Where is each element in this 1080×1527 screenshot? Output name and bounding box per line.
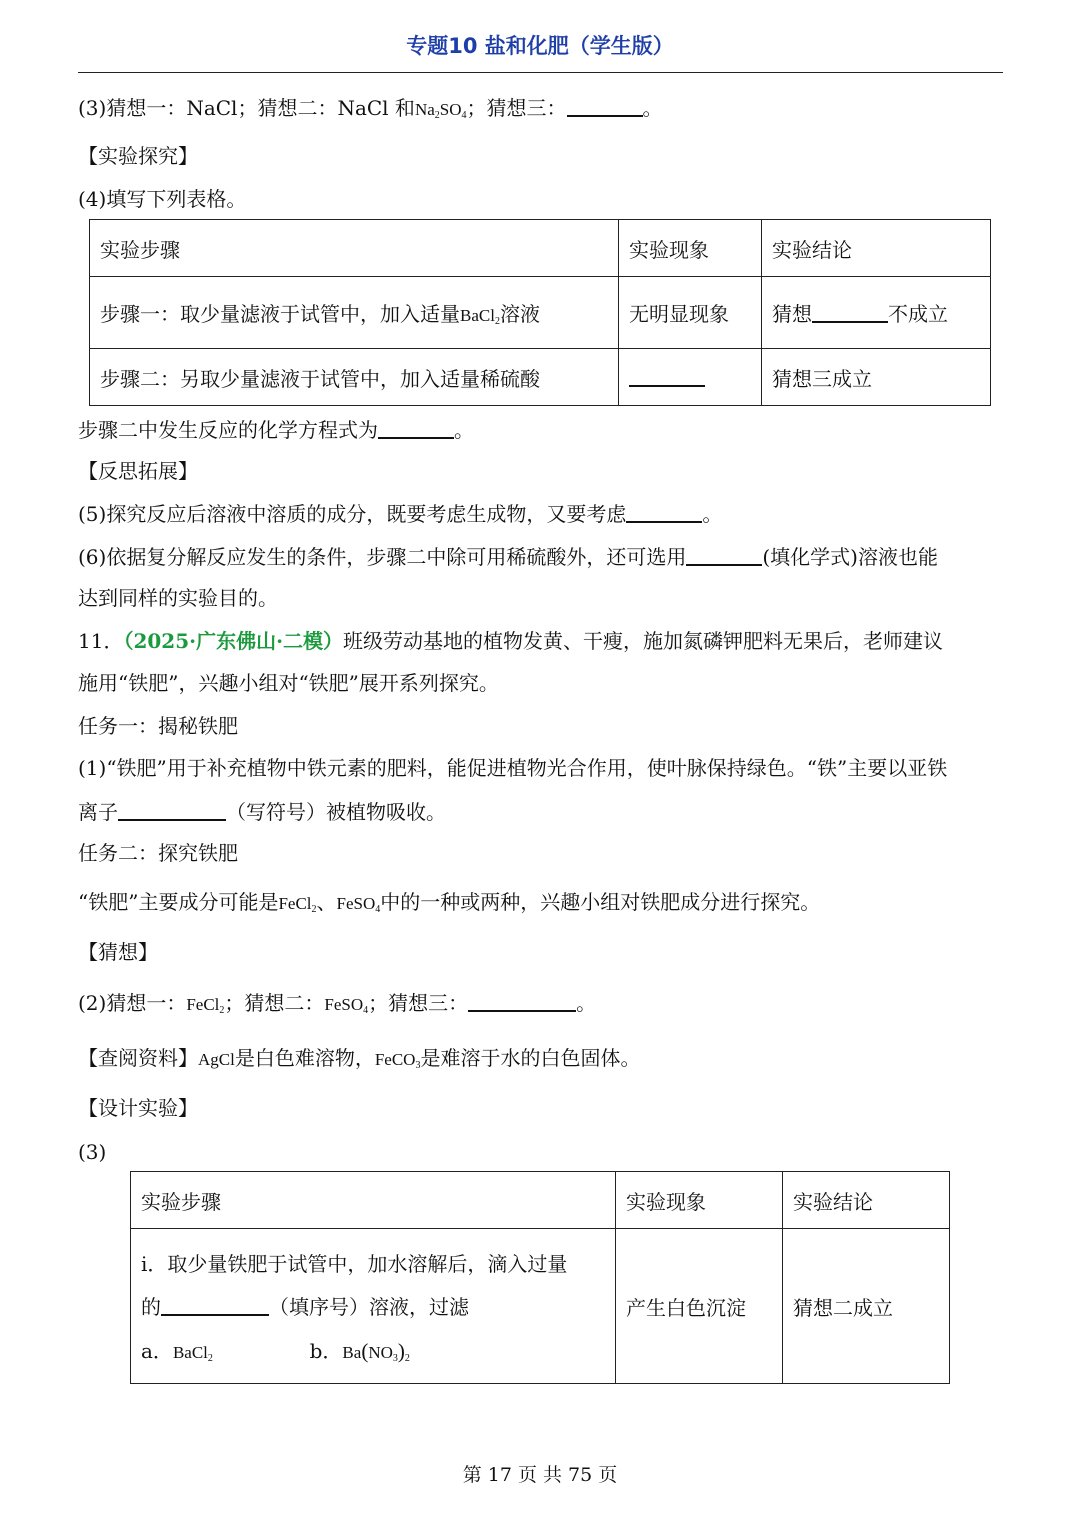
- feso4-formula: FeSO$_4$: [336, 894, 381, 915]
- table2-row1-conclusion: 猜想二成立: [783, 1229, 950, 1384]
- section-design: 【设计实验】: [78, 1096, 198, 1120]
- q10-part4: (4)填写下列表格。: [78, 187, 247, 211]
- q11-composition-intro: “铁肥”主要成分可能是FeCl$_2$、FeSO$_4$中的一种或两种，兴趣小组对铁肥成分进行探究。: [78, 890, 821, 915]
- table1-row1-conclusion: 猜想 不成立: [762, 277, 991, 349]
- q10-part6: (6)依据复分解反应发生的条件，步骤二中除可用稀硫酸外，还可选用 (填化学式)溶液也能: [78, 545, 938, 569]
- table2-row1-phenomenon: 产生白色沉淀: [616, 1229, 783, 1384]
- q11-source: （2025·广东佛山·二模）: [123, 629, 344, 653]
- part3-prefix: (3)猜想一：NaCl；猜想二：NaCl 和: [78, 96, 415, 120]
- answer-blank-guess-number[interactable]: [812, 301, 888, 323]
- table2-header-phenomenon: 实验现象: [616, 1172, 783, 1229]
- fecl2-formula-guess: FeCl$_2$: [186, 995, 225, 1016]
- table1-row2-phenomenon: [619, 349, 762, 406]
- answer-blank-equation[interactable]: [378, 417, 454, 439]
- section-guess: 【猜想】: [78, 940, 158, 964]
- answer-blank-phenomenon[interactable]: [629, 365, 705, 387]
- table2-header-step: 实验步骤: [131, 1172, 616, 1229]
- task1-heading: 任务一：揭秘铁肥: [78, 714, 238, 738]
- part3-mid: ；猜想三：: [466, 96, 567, 120]
- agcl-formula: AgCl: [198, 1050, 235, 1069]
- q10-part6-line2: 达到同样的实验目的。: [78, 586, 278, 610]
- na2so4-formula: $Na_2SO_4$: [414, 100, 467, 121]
- experiment-table-1: [89, 219, 991, 406]
- table1-header-phenomenon: 实验现象: [619, 220, 762, 277]
- answer-blank-reagent[interactable]: [161, 1294, 269, 1316]
- table2-step-line2: 的 （填序号）溶液，过滤: [141, 1294, 469, 1319]
- table1-row1-phenomenon: 无明显现象: [619, 277, 762, 349]
- task2-heading: 任务二：探究铁肥: [78, 841, 238, 865]
- bacl2-formula: BaCl$_2$: [460, 306, 500, 327]
- page-header-title: 专题10 盐和化肥（学生版）: [406, 34, 674, 58]
- section-reflect: 【反思拓展】: [78, 459, 198, 483]
- answer-blank-ion-symbol[interactable]: [118, 799, 226, 821]
- feco3-formula: FeCO$_3$: [374, 1050, 421, 1071]
- page-footer: 第 17 页 共 75 页: [462, 1464, 618, 1486]
- lookup-info: 【查阅资料】AgCl是白色难溶物，FeCO$_3$是难溶于水的白色固体。: [78, 1046, 641, 1071]
- table2-options: [141, 1339, 605, 1365]
- q11-intro-line1: 11．（2025·广东佛山·二模）班级劳动基地的植物发黄、干瘦，施加氮磷钾肥料无果后，老师建议: [78, 629, 944, 653]
- q11-part1-line1: (1)“铁肥”用于补充植物中铁元素的肥料，能促进植物光合作用，使叶脉保持绿色。“铁”主要以亚铁: [78, 756, 948, 780]
- option-a: a．BaCl$_2$: [141, 1338, 213, 1364]
- answer-blank-guess3-iron[interactable]: [468, 990, 576, 1012]
- equation-line: 步骤二中发生反应的化学方程式为 。: [78, 418, 474, 442]
- q11-number: 11．: [78, 629, 124, 653]
- fecl2-formula: FeCl$_2$: [278, 894, 317, 915]
- q11-intro-line2: 施用“铁肥”，兴趣小组对“铁肥”展开系列探究。: [78, 671, 499, 695]
- table1-row2-step: 步骤二：另取少量滤液于试管中，加入适量稀硫酸: [90, 349, 619, 406]
- table1-row2-conclusion: 猜想三成立: [762, 349, 991, 406]
- answer-blank-formula[interactable]: [686, 544, 762, 566]
- table2-row1-step: [131, 1229, 616, 1384]
- option-b: b．$Ba(NO_3)_2$: [309, 1338, 410, 1364]
- section-explore: 【实验探究】: [78, 144, 198, 168]
- header-divider: [78, 72, 1003, 73]
- q11-part2: (2)猜想一：FeCl$_2$；猜想二：FeSO$_4$；猜想三： 。: [78, 991, 597, 1016]
- q10-part5: (5)探究反应后溶液中溶质的成分，既要考虑生成物，又要考虑 。: [78, 502, 723, 526]
- feso4-formula-guess: FeSO$_4$: [324, 995, 369, 1016]
- answer-blank-consider[interactable]: [626, 501, 702, 523]
- table1-header-step: 实验步骤: [90, 220, 619, 277]
- q11-part1-line2: 离子 （写符号）被植物吸收。: [78, 800, 446, 824]
- q11-part3: (3): [78, 1140, 107, 1164]
- table2-step-line1: i．取少量铁肥于试管中，加水溶解后，滴入过量: [141, 1251, 568, 1276]
- answer-blank-guess3[interactable]: [567, 95, 643, 117]
- table1-header-conclusion: 实验结论: [762, 220, 991, 277]
- table2-header-conclusion: 实验结论: [783, 1172, 950, 1229]
- table1-row1-step: 步骤一：取少量滤液于试管中，加入适量BaCl$_2$溶液: [90, 277, 619, 349]
- experiment-table-2: [130, 1171, 950, 1384]
- q10-part3: (3)猜想一：NaCl；猜想二：NaCl 和$Na_2SO_4$；猜想三： 。: [78, 96, 663, 121]
